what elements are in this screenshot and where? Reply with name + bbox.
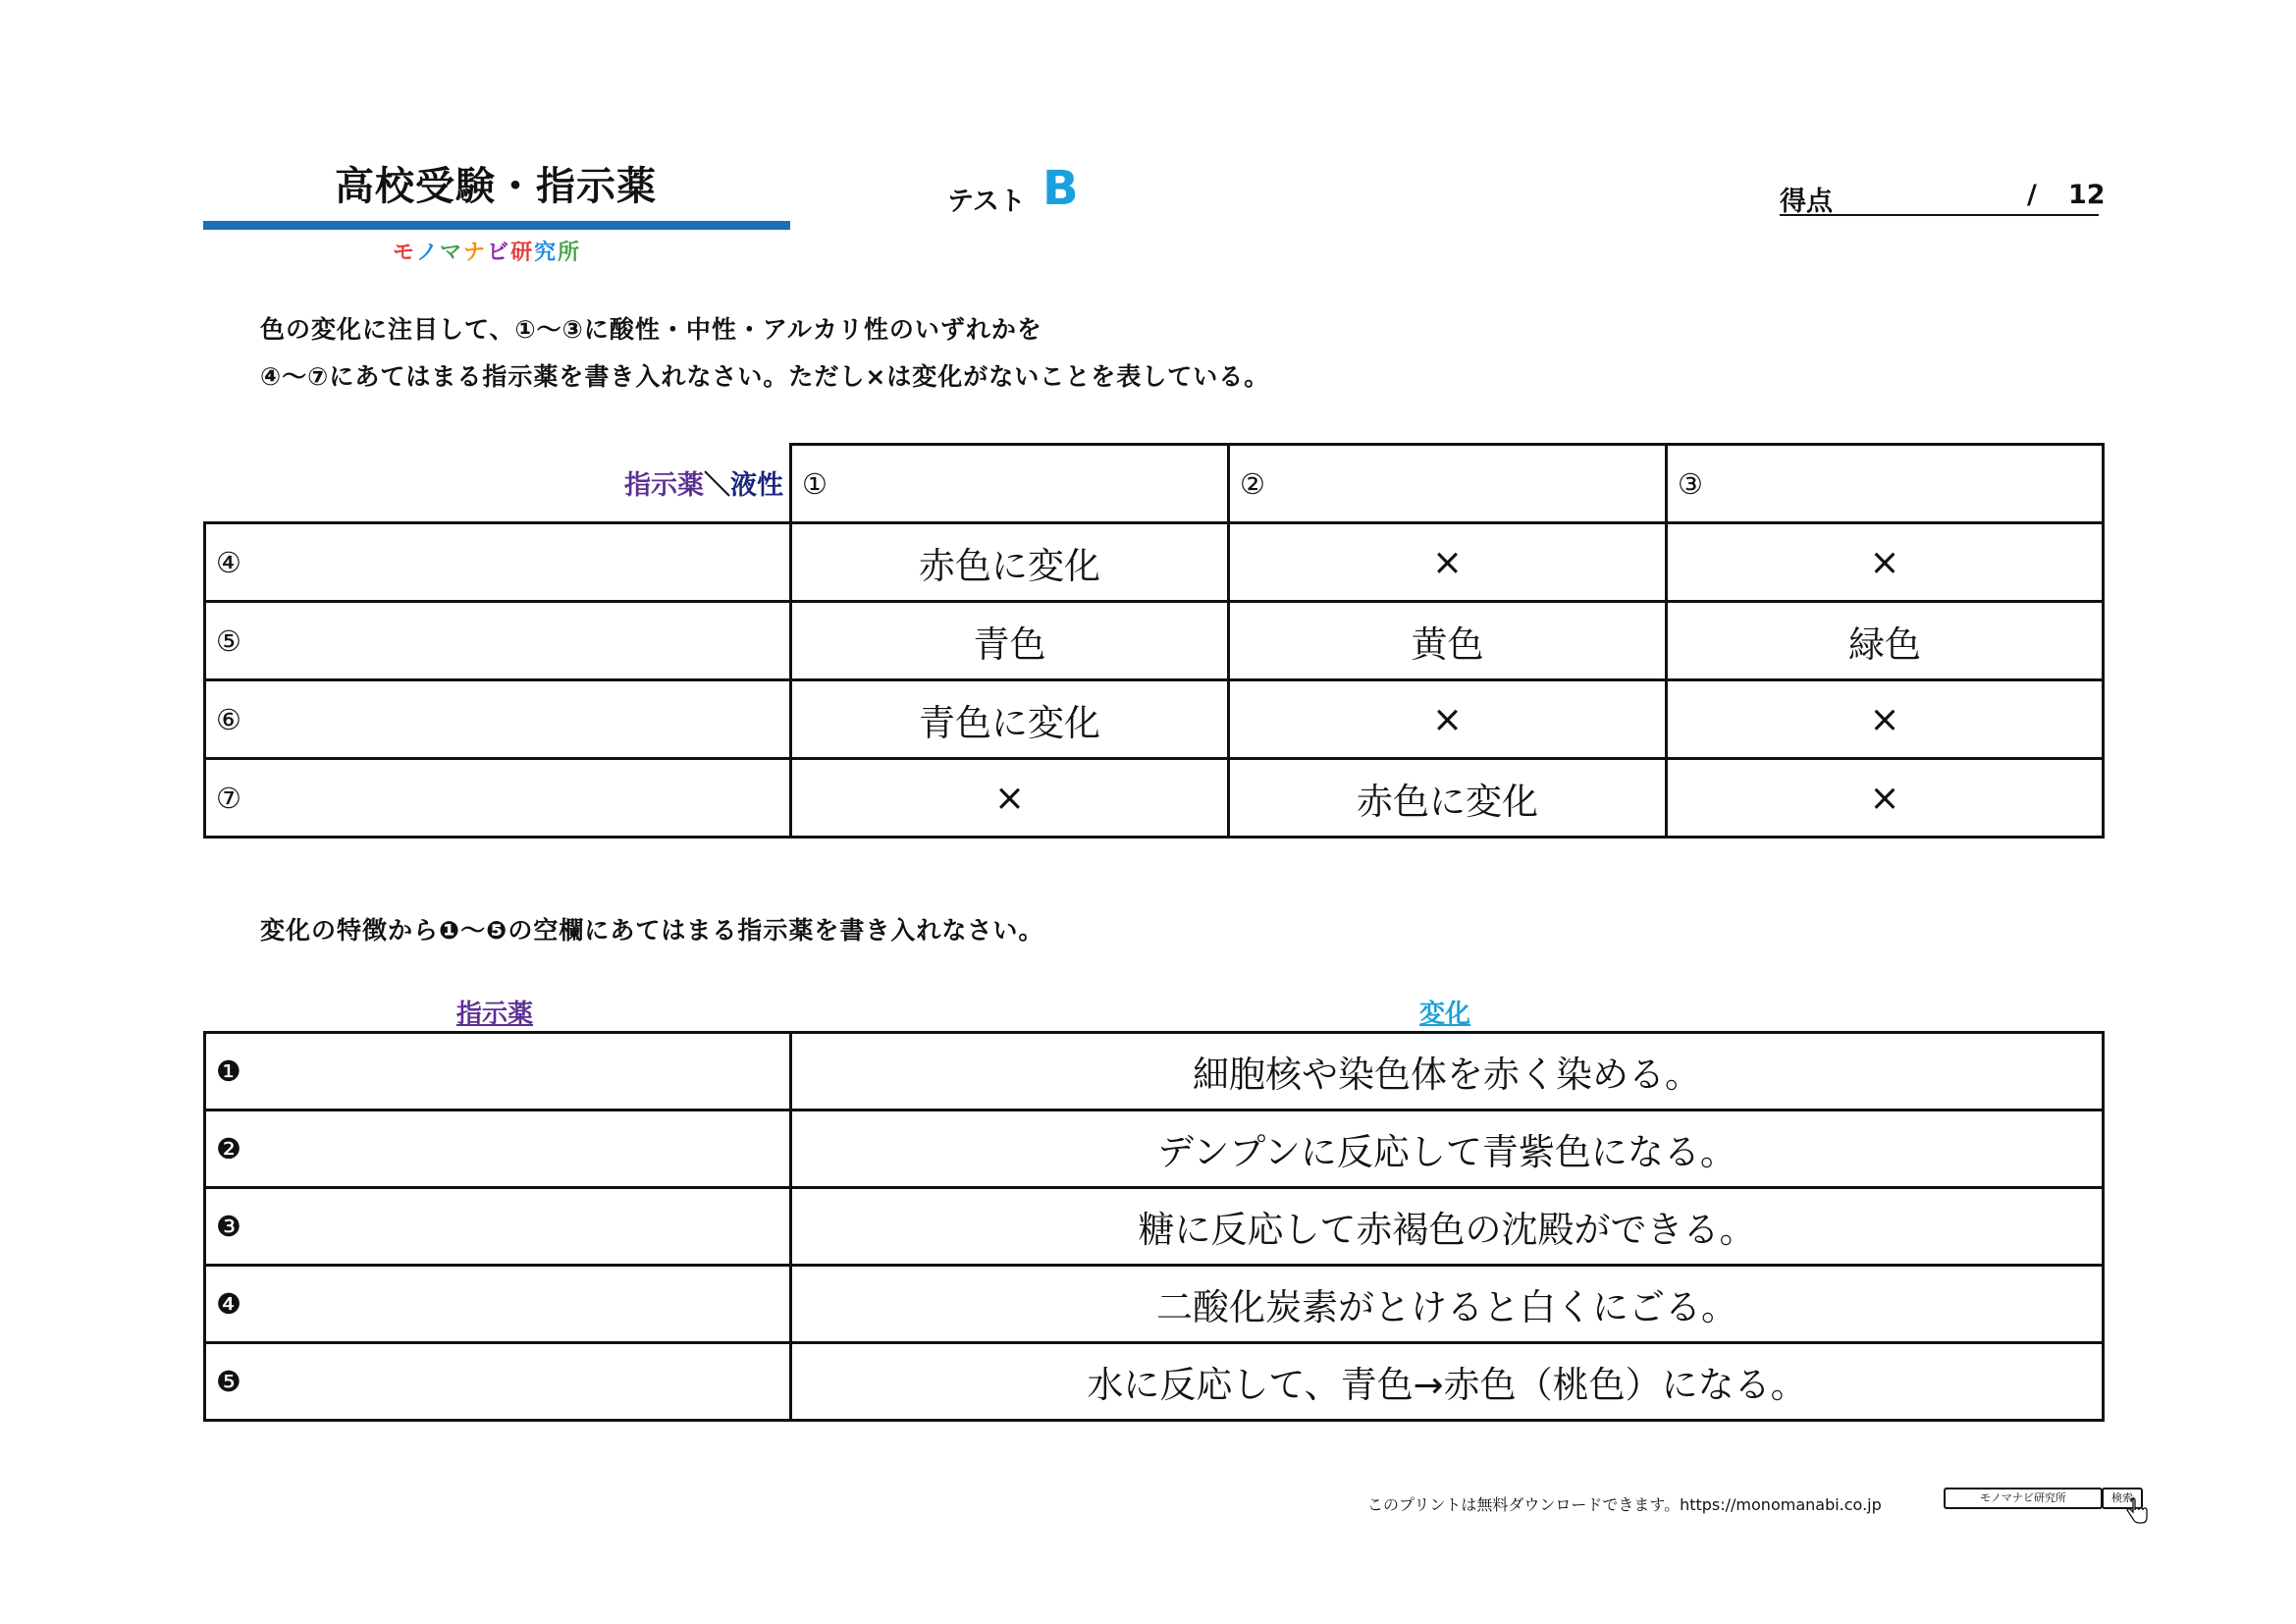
change-cell: 二酸化炭素がとけると白くにごる。	[791, 1266, 2104, 1343]
row-header: ⑤	[205, 602, 791, 680]
table-row	[205, 1188, 2104, 1266]
change-cell: 水に反応して、青色→赤色（桃色）になる。	[791, 1343, 2104, 1421]
row-header: ⑦	[205, 759, 791, 838]
table-row	[205, 680, 2104, 759]
column-header: ①	[791, 445, 1229, 523]
corner-indicator-label: 指示薬	[624, 470, 704, 502]
row-header: ❺	[205, 1343, 791, 1421]
test-label: テスト	[947, 187, 1026, 217]
change-cell: デンプンに反応して青紫色になる。	[791, 1110, 2104, 1188]
row-header: ⑥	[205, 680, 791, 759]
brand-logo	[393, 236, 581, 266]
row-header: ❸	[205, 1188, 791, 1266]
brand-char: ノ	[416, 241, 441, 265]
corner-liquid-label: 液性	[730, 470, 783, 502]
table-row	[205, 1266, 2104, 1343]
table-cell: 緑色	[1667, 602, 2104, 680]
corner-separator: ＼	[704, 470, 730, 502]
table-row	[205, 759, 2104, 838]
title-underline	[203, 221, 790, 230]
score-field	[1780, 180, 2106, 217]
table-cell: ×	[1667, 523, 2104, 602]
corner-header	[205, 445, 791, 523]
instruction-line-1: 色の変化に注目して、①～③に酸性・中性・アルカリ性のいずれかを	[260, 315, 1042, 344]
brand-char: モ	[393, 241, 417, 265]
search-box: モノマナビ研究所	[1944, 1488, 2103, 1509]
table-cell: ×	[1229, 680, 1667, 759]
page-title: 高校受験・指示薬	[335, 164, 657, 209]
table-cell: ×	[1667, 759, 2104, 838]
table-row	[205, 1110, 2104, 1188]
brand-char: ビ	[487, 241, 511, 265]
table-cell: ×	[1229, 523, 1667, 602]
test-letter: B	[1042, 161, 1079, 216]
table-row	[205, 602, 2104, 680]
indicator-table	[203, 443, 2105, 839]
brand-char: ナ	[463, 241, 488, 265]
table-row	[205, 1343, 2104, 1421]
row-header: ❶	[205, 1033, 791, 1110]
footer-text: このプリントは無料ダウンロードできます。https://monomanabi.co.jp	[1367, 1495, 1882, 1514]
table-cell: 青色に変化	[791, 680, 1229, 759]
table-row	[205, 523, 2104, 602]
table-cell: 青色	[791, 602, 1229, 680]
column-header: ②	[1229, 445, 1667, 523]
table-cell: 赤色に変化	[791, 523, 1229, 602]
table-cell: 赤色に変化	[1229, 759, 1667, 838]
brand-char: 究	[534, 241, 559, 265]
hand-cursor-icon	[2126, 1496, 2148, 1526]
instruction-section-2: 変化の特徴から❶～❺の空欄にあてはまる指示薬を書き入れなさい。	[260, 916, 1044, 945]
change-table	[203, 1031, 2105, 1422]
indicator-column-header: 指示薬	[456, 1000, 534, 1029]
row-header: ❷	[205, 1110, 791, 1188]
score-label: 得点	[1780, 187, 1833, 217]
table-header-row	[205, 445, 2104, 523]
search-button: 検索	[2102, 1488, 2143, 1509]
brand-char: マ	[440, 241, 464, 265]
table-cell: ×	[1667, 680, 2104, 759]
score-slash: /	[2027, 180, 2037, 210]
row-header: ❹	[205, 1266, 791, 1343]
change-column-header: 変化	[1419, 1000, 1471, 1029]
table-row	[205, 1033, 2104, 1110]
column-header: ③	[1667, 445, 2104, 523]
score-total: 12	[2068, 180, 2106, 210]
instruction-line-2: ④～⑦にあてはまる指示薬を書き入れなさい。ただし×は変化がないことを表している。	[260, 362, 1270, 391]
change-cell: 細胞核や染色体を赤く染める。	[791, 1033, 2104, 1110]
row-header: ④	[205, 523, 791, 602]
table-cell: ×	[791, 759, 1229, 838]
brand-char: 所	[558, 241, 582, 265]
table-cell: 黄色	[1229, 602, 1667, 680]
brand-char: 研	[510, 241, 535, 265]
change-cell: 糖に反応して赤褐色の沈殿ができる。	[791, 1188, 2104, 1266]
